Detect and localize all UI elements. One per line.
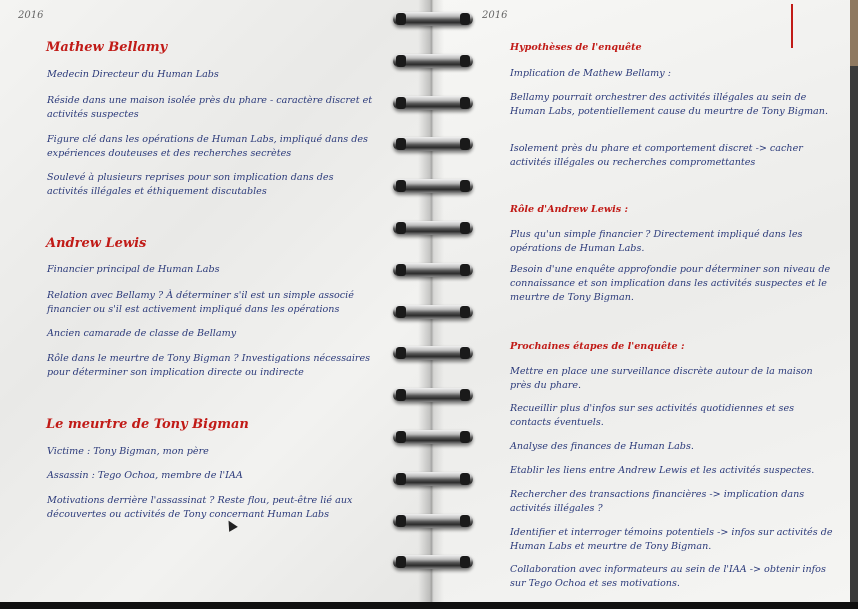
margin-bookmark (791, 4, 793, 48)
binding-hole (396, 138, 406, 150)
section-title-hypotheses: Hypothèses de l'enquête (510, 42, 642, 53)
section-title-bellamy: Mathew Bellamy (46, 40, 168, 55)
taskbar-strip (0, 602, 858, 609)
binding-hole (396, 515, 406, 527)
note-next-7: Collaboration avec informateurs au sein de l'IAA -> obtenir infos sur Tego Ochoa et ses motivations. (510, 564, 826, 589)
binding-hole (460, 306, 470, 318)
note-next-1: Mettre en place une surveillance discrète autour de la maison près du phare. (510, 366, 813, 391)
note-lewis-3: Ancien camarade de classe de Bellamy (47, 328, 237, 339)
binding-hole (396, 55, 406, 67)
binding-hole (460, 97, 470, 109)
left-page (0, 0, 432, 602)
binding-hole (460, 556, 470, 568)
note-hypothesis-2: Bellamy pourrait orchestrer des activités illégales au sein de Human Labs, potentiellement cause du meurtre de Tony Bigman. (510, 92, 828, 117)
note-lewis-role-2: Besoin d'une enquête approfondie pour déterminer son niveau de connaissance et son implication dans les activités suspectes et le meurtre de Tony Bigman. (510, 264, 831, 303)
section-title-lewis-role: Rôle d'Andrew Lewis : (510, 204, 629, 215)
binding-hole (460, 180, 470, 192)
right-page (432, 0, 850, 602)
note-next-5: Rechercher des transactions financières -> implication dans activités illégales ? (510, 489, 805, 514)
right-page-year: 2016 (482, 10, 508, 21)
binding-hole (396, 97, 406, 109)
section-title-murder: Le meurtre de Tony Bigman (46, 417, 249, 432)
note-lewis-4: Rôle dans le meurtre de Tony Bigman ? Investigations nécessaires pour déterminer son implication directe ou indirecte (47, 353, 371, 378)
binding-hole (396, 180, 406, 192)
binding-hole (396, 431, 406, 443)
binding-hole (396, 13, 406, 25)
binding-hole (460, 222, 470, 234)
binding-hole (396, 222, 406, 234)
note-next-3: Analyse des finances de Human Labs. (510, 441, 694, 452)
note-bellamy-3: Figure clé dans les opérations de Human Labs, impliqué dans des expériences douteuses et des recherches secrètes (47, 134, 368, 159)
scrollbar-thumb[interactable] (850, 0, 858, 66)
note-murder-1: Victime : Tony Bigman, mon père (47, 446, 209, 457)
note-next-4: Etablir les liens entre Andrew Lewis et les activités suspectes. (510, 465, 815, 476)
note-bellamy-4: Soulevé à plusieurs reprises pour son implication dans des activités illégales et éthiquement discutables (47, 172, 334, 197)
binding-hole (396, 347, 406, 359)
section-title-lewis: Andrew Lewis (46, 236, 147, 251)
binding-hole (460, 389, 470, 401)
note-bellamy-2: Réside dans une maison isolée près du phare - caractère discret et activités suspectes (47, 95, 373, 120)
binding-hole (460, 473, 470, 485)
note-lewis-1: Financier principal de Human Labs (47, 264, 220, 275)
note-hypothesis-3: Isolement près du phare et comportement discret -> cacher activités illégales ou recherches compromettantes (510, 143, 803, 168)
note-bellamy-1: Medecin Directeur du Human Labs (47, 69, 219, 80)
binding-hole (460, 515, 470, 527)
section-title-next-steps: Prochaines étapes de l'enquête : (510, 341, 685, 352)
page-gutter (418, 0, 444, 602)
binding-hole (396, 473, 406, 485)
note-murder-3: Motivations derrière l'assassinat ? Reste flou, peut-être lié aux découvertes ou activités de Tony concernant Human Labs (47, 495, 353, 520)
left-page-year: 2016 (18, 10, 44, 21)
note-hypothesis-1: Implication de Mathew Bellamy : (510, 68, 671, 79)
note-murder-2: Assassin : Tego Ochoa, membre de l'IAA (47, 470, 243, 481)
binding-hole (396, 306, 406, 318)
binding-hole (460, 347, 470, 359)
binding-hole (396, 389, 406, 401)
binding-hole (460, 138, 470, 150)
binding-hole (460, 13, 470, 25)
binding-hole (460, 431, 470, 443)
note-lewis-role-1: Plus qu'un simple financier ? Directement impliqué dans les opérations de Human Labs. (510, 229, 803, 254)
note-lewis-2: Relation avec Bellamy ? À déterminer s'il est un simple associé financier ou s'il est activement impliqué dans les opérations (47, 290, 354, 315)
note-next-2: Recueillir plus d'infos sur ses activités quotidiennes et ses contacts éventuels. (510, 403, 795, 428)
binding-hole (396, 264, 406, 276)
window-edge (850, 0, 858, 602)
binding-hole (396, 556, 406, 568)
binding-hole (460, 55, 470, 67)
note-next-6: Identifier et interroger témoins potentiels -> infos sur activités de Human Labs et meurtre de Tony Bigman. (510, 527, 833, 552)
binding-hole (460, 264, 470, 276)
